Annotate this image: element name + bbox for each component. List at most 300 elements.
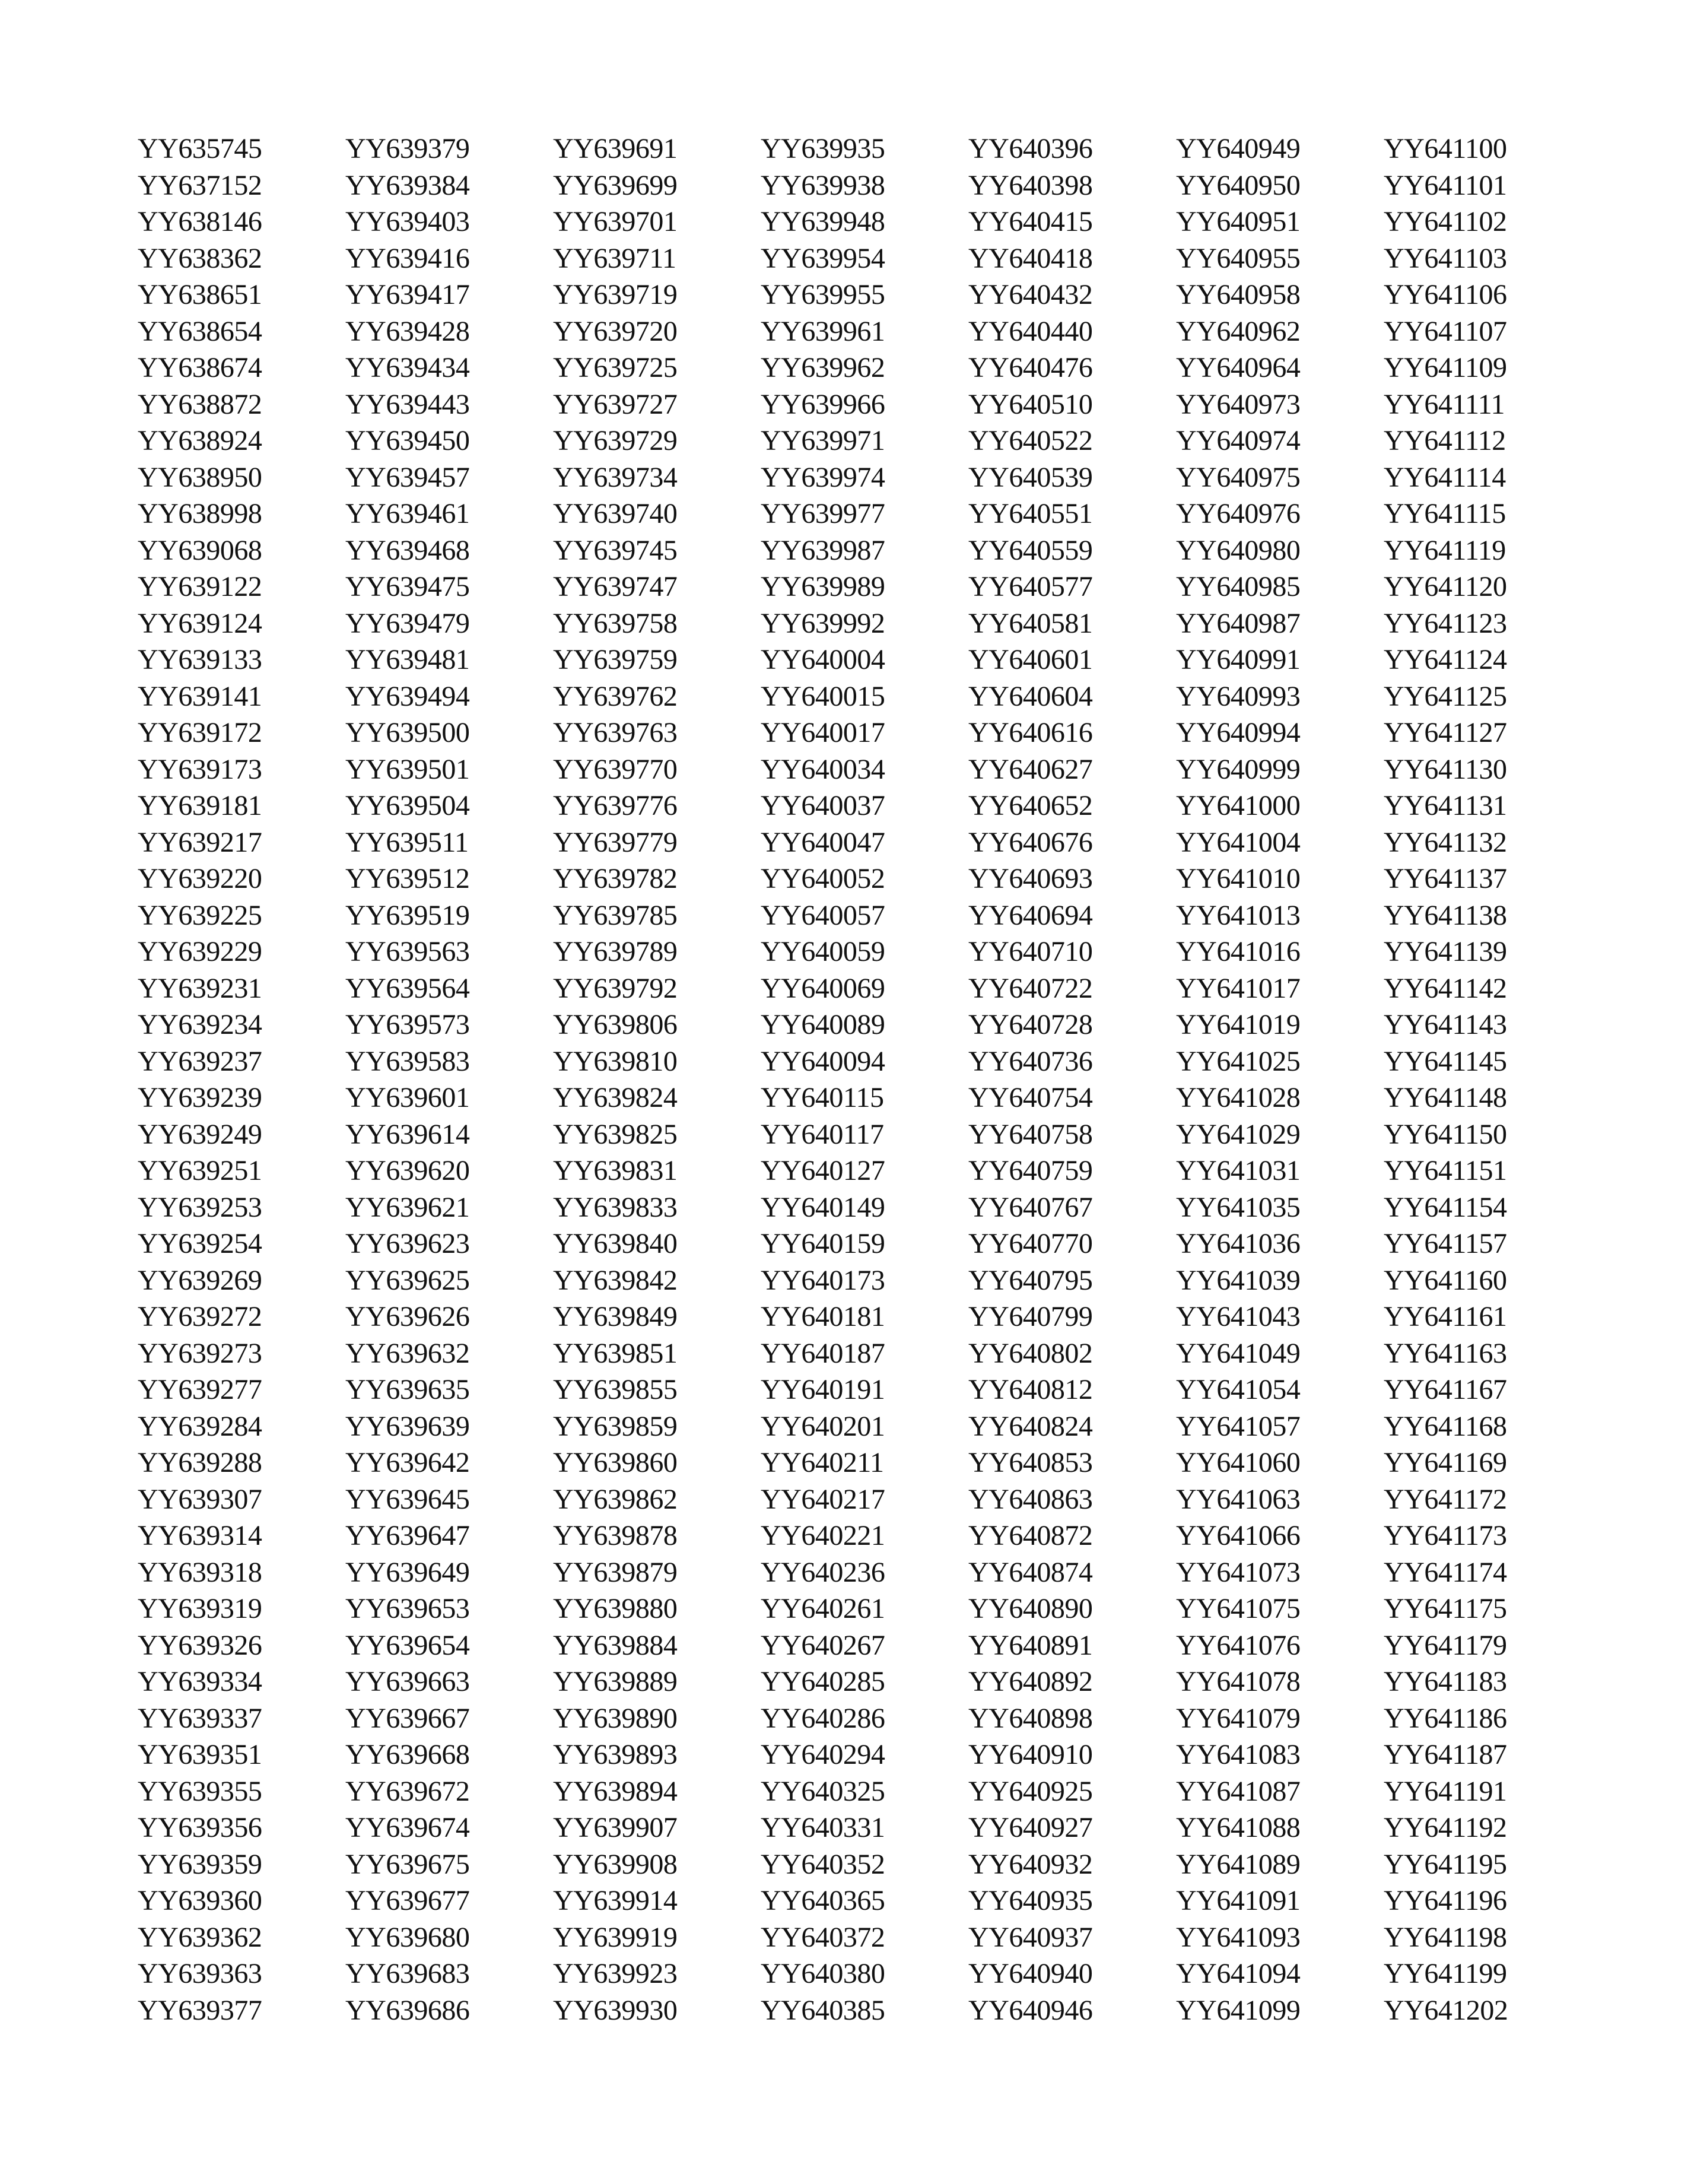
id-entry: YY641063: [1176, 1483, 1301, 1515]
id-entry: YY641151: [1384, 1155, 1507, 1186]
id-entry: YY641111: [1384, 388, 1505, 420]
id-column-7: [1384, 131, 1591, 2029]
id-entry: YY641078: [1176, 1666, 1301, 1697]
id-entry: YY640522: [968, 425, 1093, 456]
id-entry: YY639879: [553, 1556, 678, 1588]
id-entry: YY641036: [1176, 1228, 1301, 1259]
id-entry: YY641150: [1384, 1118, 1507, 1150]
id-entry: YY639966: [761, 388, 885, 420]
id-entry: YY637152: [138, 169, 262, 201]
id-entry: YY639623: [345, 1228, 470, 1259]
id-entry: YY640601: [968, 644, 1093, 675]
id-entry: YY640115: [761, 1082, 884, 1113]
id-entry: YY641163: [1384, 1337, 1507, 1369]
id-entry: YY641202: [1384, 1994, 1508, 2026]
id-entry: YY640652: [968, 790, 1093, 821]
id-entry: YY641016: [1176, 936, 1301, 967]
id-entry: YY639642: [345, 1447, 470, 1478]
id-entry: YY641049: [1176, 1337, 1301, 1369]
id-entry: YY640937: [968, 1921, 1093, 1953]
id-entry: YY639626: [345, 1301, 470, 1332]
id-entry: YY639384: [345, 169, 470, 201]
id-entry: YY641112: [1384, 425, 1506, 456]
id-entry: YY640853: [968, 1447, 1093, 1478]
id-entry: YY641154: [1384, 1191, 1507, 1223]
id-entry: YY641174: [1384, 1556, 1507, 1588]
id-entry: YY640415: [968, 206, 1093, 237]
id-entry: YY640991: [1176, 644, 1301, 675]
id-entry: YY639810: [553, 1045, 678, 1077]
id-entry: YY640052: [761, 863, 885, 894]
id-entry: YY639334: [138, 1666, 262, 1697]
id-column-4: [761, 131, 968, 2029]
id-column-5: [968, 131, 1176, 2029]
id-entry: YY640187: [761, 1337, 885, 1369]
id-entry: YY639989: [761, 571, 885, 602]
id-entry: YY639987: [761, 534, 885, 566]
id-entry: YY641106: [1384, 279, 1507, 310]
id-entry: YY640973: [1176, 388, 1301, 420]
id-entry: YY639734: [553, 461, 678, 493]
id-entry: YY641028: [1176, 1082, 1301, 1113]
id-entry: YY641019: [1176, 1009, 1301, 1040]
id-entry: YY641173: [1384, 1520, 1507, 1551]
id-entry: YY640795: [968, 1264, 1093, 1296]
id-entry: YY641101: [1384, 169, 1507, 201]
id-entry: YY639954: [761, 242, 885, 274]
id-entry: YY640294: [761, 1739, 885, 1770]
id-entry: YY641043: [1176, 1301, 1301, 1332]
id-entry: YY639770: [553, 753, 678, 785]
id-entry: YY641199: [1384, 1958, 1507, 1989]
id-entry: YY639122: [138, 571, 262, 602]
id-entry: YY639740: [553, 498, 678, 529]
id-entry: YY640993: [1176, 680, 1301, 712]
id-entry: YY640551: [968, 498, 1093, 529]
id-entry: YY639776: [553, 790, 678, 821]
id-entry: YY639377: [138, 1994, 262, 2026]
id-entry: YY641114: [1384, 461, 1506, 493]
id-entry: YY639962: [761, 352, 885, 383]
id-entry: YY639894: [553, 1775, 678, 1807]
id-entry: YY641060: [1176, 1447, 1301, 1478]
id-entry: YY641161: [1384, 1301, 1507, 1332]
id-entry: YY640352: [761, 1848, 885, 1880]
id-entry: YY639363: [138, 1958, 262, 1989]
id-entry: YY639919: [553, 1921, 678, 1953]
id-entry: YY639277: [138, 1374, 262, 1405]
id-entry: YY640770: [968, 1228, 1093, 1259]
id-entry: YY641198: [1384, 1921, 1507, 1953]
id-entry: YY639229: [138, 936, 262, 967]
id-column-3: [553, 131, 761, 2029]
id-entry: YY639727: [553, 388, 678, 420]
id-entry: YY641103: [1384, 242, 1507, 274]
id-entry: YY639747: [553, 571, 678, 602]
id-entry: YY641125: [1384, 680, 1507, 712]
id-entry: YY640069: [761, 972, 885, 1004]
id-list-grid: [138, 131, 1591, 2029]
id-entry: YY639758: [553, 607, 678, 639]
id-entry: YY639360: [138, 1885, 262, 1916]
id-entry: YY639680: [345, 1921, 470, 1953]
id-entry: YY640932: [968, 1848, 1093, 1880]
id-entry: YY640891: [968, 1629, 1093, 1661]
id-column-6: [1176, 131, 1384, 2029]
id-entry: YY640581: [968, 607, 1093, 639]
id-entry: YY640676: [968, 826, 1093, 858]
id-entry: YY640380: [761, 1958, 885, 1989]
id-entry: YY639359: [138, 1848, 262, 1880]
id-entry: YY639217: [138, 826, 262, 858]
id-entry: YY639663: [345, 1666, 470, 1697]
id-entry: YY639860: [553, 1447, 678, 1478]
id-entry: YY641004: [1176, 826, 1301, 858]
id-entry: YY639481: [345, 644, 470, 675]
id-entry: YY639789: [553, 936, 678, 967]
id-entry: YY640987: [1176, 607, 1301, 639]
id-entry: YY640693: [968, 863, 1093, 894]
id-entry: YY639288: [138, 1447, 262, 1478]
id-entry: YY639701: [553, 206, 678, 237]
id-entry: YY639124: [138, 607, 262, 639]
id-entry: YY640211: [761, 1447, 884, 1478]
id-entry: YY641195: [1384, 1848, 1507, 1880]
id-entry: YY641191: [1384, 1775, 1507, 1807]
id-entry: YY638924: [138, 425, 262, 456]
id-entry: YY641013: [1176, 899, 1301, 931]
id-entry: YY640962: [1176, 315, 1301, 347]
id-entry: YY640117: [761, 1118, 884, 1150]
id-entry: YY641132: [1384, 826, 1507, 858]
id-entry: YY640710: [968, 936, 1093, 967]
id-entry: YY641054: [1176, 1374, 1301, 1405]
id-entry: YY640799: [968, 1301, 1093, 1332]
id-entry: YY640094: [761, 1045, 885, 1077]
id-entry: YY641088: [1176, 1812, 1301, 1843]
id-entry: YY641172: [1384, 1483, 1507, 1515]
id-entry: YY639239: [138, 1082, 262, 1113]
id-entry: YY640372: [761, 1921, 885, 1953]
id-entry: YY639614: [345, 1118, 470, 1150]
id-entry: YY639729: [553, 425, 678, 456]
id-entry: YY640994: [1176, 717, 1301, 748]
id-entry: YY639337: [138, 1702, 262, 1734]
id-entry: YY640940: [968, 1958, 1093, 1989]
id-entry: YY639763: [553, 717, 678, 748]
id-entry: YY641124: [1384, 644, 1507, 675]
id-entry: YY639434: [345, 352, 470, 383]
id-entry: YY639725: [553, 352, 678, 383]
id-entry: YY640694: [968, 899, 1093, 931]
id-entry: YY640217: [761, 1483, 885, 1515]
id-entry: YY640201: [761, 1410, 885, 1442]
id-entry: YY640476: [968, 352, 1093, 383]
id-entry: YY641139: [1384, 936, 1507, 967]
id-entry: YY639356: [138, 1812, 262, 1843]
id-entry: YY638674: [138, 352, 262, 383]
id-entry: YY639992: [761, 607, 885, 639]
id-entry: YY641099: [1176, 1994, 1301, 2026]
id-entry: YY641115: [1384, 498, 1506, 529]
id-entry: YY639762: [553, 680, 678, 712]
id-entry: YY639181: [138, 790, 262, 821]
id-entry: YY639501: [345, 753, 470, 785]
id-entry: YY639141: [138, 680, 262, 712]
id-entry: YY640577: [968, 571, 1093, 602]
id-entry: YY640398: [968, 169, 1093, 201]
id-entry: YY638950: [138, 461, 262, 493]
id-entry: YY640604: [968, 680, 1093, 712]
id-entry: YY639563: [345, 936, 470, 967]
id-entry: YY639620: [345, 1155, 470, 1186]
id-entry: YY639653: [345, 1593, 470, 1624]
id-entry: YY640812: [968, 1374, 1093, 1405]
id-entry: YY640236: [761, 1556, 885, 1588]
id-entry: YY641039: [1176, 1264, 1301, 1296]
id-entry: YY639457: [345, 461, 470, 493]
id-entry: YY639351: [138, 1739, 262, 1770]
id-entry: YY639639: [345, 1410, 470, 1442]
id-entry: YY639225: [138, 899, 262, 931]
id-entry: YY639893: [553, 1739, 678, 1770]
id-entry: YY641138: [1384, 899, 1507, 931]
id-entry: YY639677: [345, 1885, 470, 1916]
id-entry: YY640925: [968, 1775, 1093, 1807]
id-entry: YY639253: [138, 1191, 262, 1223]
id-entry: YY638362: [138, 242, 262, 274]
id-entry: YY641035: [1176, 1191, 1301, 1223]
id-entry: YY639307: [138, 1483, 262, 1515]
id-entry: YY639674: [345, 1812, 470, 1843]
id-entry: YY640758: [968, 1118, 1093, 1150]
id-entry: YY639133: [138, 644, 262, 675]
id-entry: YY639479: [345, 607, 470, 639]
id-entry: YY640872: [968, 1520, 1093, 1551]
id-entry: YY641109: [1384, 352, 1507, 383]
id-entry: YY639849: [553, 1301, 678, 1332]
id-entry: YY640059: [761, 936, 885, 967]
id-entry: YY639745: [553, 534, 678, 566]
id-entry: YY640964: [1176, 352, 1301, 383]
id-entry: YY640559: [968, 534, 1093, 566]
id-entry: YY641000: [1176, 790, 1301, 821]
id-entry: YY640955: [1176, 242, 1301, 274]
id-entry: YY639977: [761, 498, 885, 529]
id-entry: YY641087: [1176, 1775, 1301, 1807]
id-entry: YY641127: [1384, 717, 1507, 748]
id-entry: YY639269: [138, 1264, 262, 1296]
id-entry: YY640331: [761, 1812, 885, 1843]
id-entry: YY639468: [345, 534, 470, 566]
id-entry: YY639500: [345, 717, 470, 748]
id-entry: YY639833: [553, 1191, 678, 1223]
id-entry: YY639355: [138, 1775, 262, 1807]
id-entry: YY641186: [1384, 1702, 1507, 1734]
id-entry: YY640950: [1176, 169, 1301, 201]
id-entry: YY640037: [761, 790, 885, 821]
id-entry: YY639220: [138, 863, 262, 894]
id-entry: YY641196: [1384, 1885, 1507, 1916]
id-entry: YY639930: [553, 1994, 678, 2026]
id-entry: YY639675: [345, 1848, 470, 1880]
id-entry: YY639645: [345, 1483, 470, 1515]
id-entry: YY639711: [553, 242, 676, 274]
id-entry: YY640946: [968, 1994, 1093, 2026]
id-entry: YY641029: [1176, 1118, 1301, 1150]
id-entry: YY639667: [345, 1702, 470, 1734]
id-entry: YY639935: [761, 133, 885, 164]
id-entry: YY639450: [345, 425, 470, 456]
id-entry: YY639475: [345, 571, 470, 602]
id-entry: YY640004: [761, 644, 885, 675]
id-entry: YY640892: [968, 1666, 1093, 1697]
id-entry: YY641010: [1176, 863, 1301, 894]
id-entry: YY641160: [1384, 1264, 1507, 1296]
id-entry: YY639825: [553, 1118, 678, 1150]
id-entry: YY640980: [1176, 534, 1301, 566]
id-entry: YY640365: [761, 1885, 885, 1916]
id-entry: YY640949: [1176, 133, 1301, 164]
id-entry: YY639961: [761, 315, 885, 347]
id-entry: YY639938: [761, 169, 885, 201]
id-entry: YY640047: [761, 826, 885, 858]
id-entry: YY640221: [761, 1520, 885, 1551]
id-entry: YY639511: [345, 826, 469, 858]
id-entry: YY641183: [1384, 1666, 1507, 1697]
id-entry: YY640975: [1176, 461, 1301, 493]
id-entry: YY638651: [138, 279, 262, 310]
id-entry: YY638146: [138, 206, 262, 237]
id-entry: YY639649: [345, 1556, 470, 1588]
id-entry: YY640759: [968, 1155, 1093, 1186]
id-entry: YY639840: [553, 1228, 678, 1259]
id-entry: YY641148: [1384, 1082, 1507, 1113]
id-entry: YY641119: [1384, 534, 1506, 566]
id-entry: YY639172: [138, 717, 262, 748]
id-entry: YY635745: [138, 133, 262, 164]
id-entry: YY641120: [1384, 571, 1507, 602]
id-entry: YY639851: [553, 1337, 678, 1369]
id-entry: YY641075: [1176, 1593, 1301, 1624]
id-entry: YY641187: [1384, 1739, 1507, 1770]
id-entry: YY640181: [761, 1301, 885, 1332]
id-entry: YY640910: [968, 1739, 1093, 1770]
id-entry: YY639862: [553, 1483, 678, 1515]
id-entry: YY639318: [138, 1556, 262, 1588]
id-entry: YY641093: [1176, 1921, 1301, 1953]
id-entry: YY639272: [138, 1301, 262, 1332]
id-entry: YY640286: [761, 1702, 885, 1734]
id-entry: YY640127: [761, 1155, 885, 1186]
id-entry: YY640261: [761, 1593, 885, 1624]
id-entry: YY639859: [553, 1410, 678, 1442]
id-entry: YY639573: [345, 1009, 470, 1040]
id-entry: YY639284: [138, 1410, 262, 1442]
id-entry: YY639908: [553, 1848, 678, 1880]
id-entry: YY640927: [968, 1812, 1093, 1843]
id-entry: YY639417: [345, 279, 470, 310]
id-entry: YY639326: [138, 1629, 262, 1661]
id-entry: YY639403: [345, 206, 470, 237]
id-entry: YY638872: [138, 388, 262, 420]
id-entry: YY641137: [1384, 863, 1507, 894]
id-entry: YY639512: [345, 863, 470, 894]
id-entry: YY639880: [553, 1593, 678, 1624]
id-entry: YY641179: [1384, 1629, 1507, 1661]
id-entry: YY641142: [1384, 972, 1507, 1004]
id-entry: YY639782: [553, 863, 678, 894]
id-entry: YY641066: [1176, 1520, 1301, 1551]
id-entry: YY639720: [553, 315, 678, 347]
id-entry: YY639234: [138, 1009, 262, 1040]
id-entry: YY640722: [968, 972, 1093, 1004]
id-entry: YY639314: [138, 1520, 262, 1551]
id-entry: YY640173: [761, 1264, 885, 1296]
id-entry: YY641102: [1384, 206, 1507, 237]
id-entry: YY639923: [553, 1958, 678, 1989]
id-entry: YY639231: [138, 972, 262, 1004]
id-entry: YY639519: [345, 899, 470, 931]
id-entry: YY639668: [345, 1739, 470, 1770]
id-entry: YY641123: [1384, 607, 1507, 639]
id-entry: YY639779: [553, 826, 678, 858]
id-entry: YY639884: [553, 1629, 678, 1661]
id-entry: YY640149: [761, 1191, 885, 1223]
id-entry: YY640057: [761, 899, 885, 931]
id-entry: YY639504: [345, 790, 470, 821]
id-entry: YY641130: [1384, 753, 1507, 785]
id-entry: YY639890: [553, 1702, 678, 1734]
id-entry: YY639759: [553, 644, 678, 675]
id-entry: YY639719: [553, 279, 678, 310]
id-entry: YY640510: [968, 388, 1093, 420]
id-entry: YY641143: [1384, 1009, 1507, 1040]
id-entry: YY639494: [345, 680, 470, 712]
id-entry: YY640874: [968, 1556, 1093, 1588]
id-entry: YY641073: [1176, 1556, 1301, 1588]
id-entry: YY639632: [345, 1337, 470, 1369]
id-entry: YY639683: [345, 1958, 470, 1989]
id-entry: YY639621: [345, 1191, 470, 1223]
id-column-1: [138, 131, 345, 2029]
id-entry: YY639068: [138, 534, 262, 566]
id-entry: YY639842: [553, 1264, 678, 1296]
id-entry: YY640325: [761, 1775, 885, 1807]
id-entry: YY639948: [761, 206, 885, 237]
id-entry: YY640863: [968, 1483, 1093, 1515]
id-entry: YY640159: [761, 1228, 885, 1259]
id-entry: YY639654: [345, 1629, 470, 1661]
id-entry: YY640898: [968, 1702, 1093, 1734]
id-entry: YY639878: [553, 1520, 678, 1551]
id-entry: YY639806: [553, 1009, 678, 1040]
id-entry: YY639428: [345, 315, 470, 347]
id-entry: YY640432: [968, 279, 1093, 310]
id-entry: YY639914: [553, 1885, 678, 1916]
id-entry: YY639699: [553, 169, 678, 201]
id-entry: YY640802: [968, 1337, 1093, 1369]
id-entry: YY639173: [138, 753, 262, 785]
id-entry: YY639955: [761, 279, 885, 310]
id-entry: YY639362: [138, 1921, 262, 1953]
id-entry: YY641192: [1384, 1812, 1507, 1843]
id-entry: YY640985: [1176, 571, 1301, 602]
id-entry: YY639647: [345, 1520, 470, 1551]
id-entry: YY639249: [138, 1118, 262, 1150]
id-entry: YY638998: [138, 498, 262, 529]
id-entry: YY641076: [1176, 1629, 1301, 1661]
